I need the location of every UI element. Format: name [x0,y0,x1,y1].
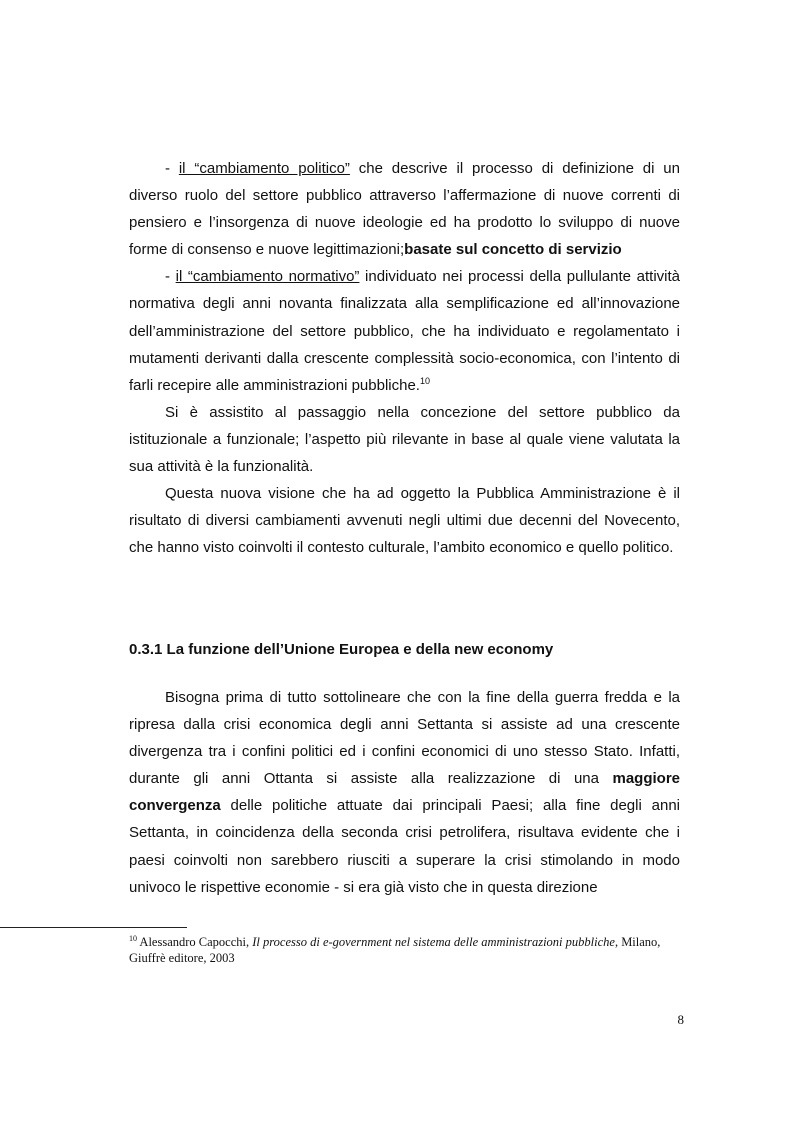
footnote-number: 10 [129,933,137,943]
term-normative-change: il “cambiamento normativo” [175,268,360,286]
page-number: 8 [677,1012,684,1027]
body-text-section [129,684,680,901]
paragraph [129,684,680,901]
bold-phrase: basate sul concetto di servizio [404,241,622,259]
body-text-top [129,155,680,561]
footnote-publication: , Milano, Giuffrè editore, 2003 [129,935,661,965]
item-text: che descrive il processo di definizione di un diverso ruolo del settore pubblico attraverso l’affermazione di nuove correnti di pensiero e l’insorgenza di nuove ideologie ed ha prodotto lo sviluppo di nuove forme di consenso e nuove legittimazioni; [129,160,680,259]
paragraph: Si è assistito al passaggio nella concezione del settore pubblico da istituzionale a funzionale; l’aspetto più rilevante in base al quale viene valutata la sua attività è la funzionalità. [129,403,680,476]
paragraph-text: delle politiche attuate dai principali Paesi; alla fine degli anni Settanta, in coincidenza della seconda crisi petrolifera, risultava evidente che i paesi coinvolti non sarebbero riusciti a superare la crisi stimolando in modo univoco le rispettive economie - si era già visto che in questa direzione [129,797,680,896]
footnote-title: Il processo di e-government nel sistema delle amministrazioni pubbliche [252,935,615,949]
paragraph: Questa nuova visione che ha ad oggetto la Pubblica Amministrazione è il risultato di diversi cambiamenti avvenuti negli ultimi due decenni del Novecento, che hanno visto coinvolti il contesto culturale, l’ambito economico e quello politico. [129,485,680,557]
list-item-normative-change [129,263,680,398]
footnote-separator [0,927,187,928]
term-political-change: il “cambiamento politico” [178,160,350,177]
footnote [129,934,680,966]
paragraph-text: Bisogna prima di tutto sottolineare che con la fine della guerra fredda e la ripresa dalla crisi economica degli anni Settanta si assiste ad una crescente divergenza tra i confini politici ed i confini economici di uno stesso Stato. Infatti, durante gli anni Ottanta si assiste alla realizzazione di una [129,689,680,788]
footnote-reference[interactable]: 10 [419,375,430,386]
list-item-political-change [129,155,680,263]
list-dash: - [165,268,176,286]
footnote-author: Alessandro Capocchi, [137,935,253,949]
bold-phrase: maggiore convergenza [129,770,680,815]
list-dash: - [165,160,179,177]
item-text: individuato nei processi della pullulante attività normativa degli anni novanta finalizzata alla semplificazione ed all’innovazione dell’amministrazione del settore pubblico, che ha individuato e regolamentato i mutamenti derivanti dalla crescente complessità socio-economica, con l’intento di farli recepire alle amministrazioni pubbliche. [129,268,680,394]
section-heading: 0.3.1 La funzione dell’Unione Europea e della new economy [129,641,554,658]
